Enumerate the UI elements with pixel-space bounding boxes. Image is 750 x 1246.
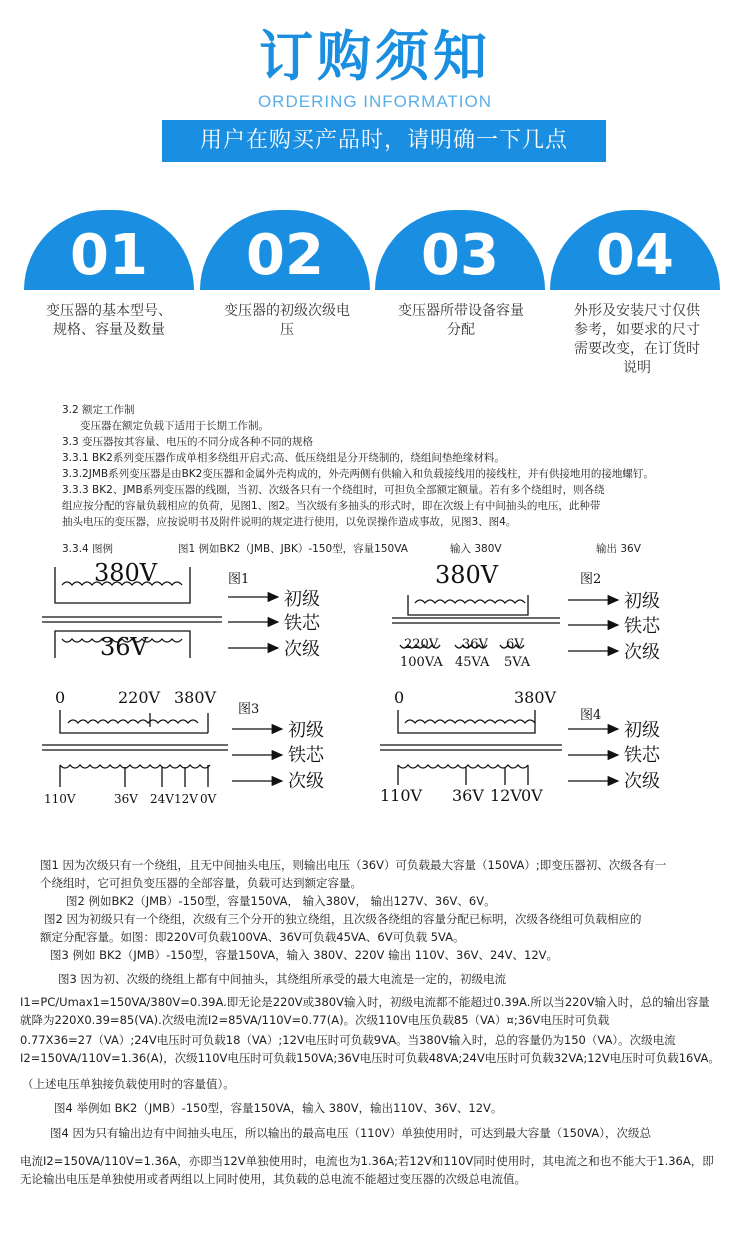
explanation-line: 图4 因为只有输出边有中间抽头电压，所以输出的最高电压（110V）单独使用时，可达到最大容量（150VA），次级总 <box>50 1126 651 1140</box>
explanation-line: 个绕组时，它可担负变压器的全部容量，负载可达到额定容量。 <box>40 876 362 890</box>
fig4-top-tap: 0 <box>394 688 405 707</box>
fig4-top-tap: 380V <box>514 688 557 707</box>
card-desc-01: 变压器的基本型号、规格、容量及数量 <box>46 303 172 338</box>
card-number: 04 <box>596 223 674 288</box>
fig1-secondary-voltage: 36V <box>100 633 148 661</box>
fig3-bottom-tap: 24V <box>150 792 174 806</box>
fig2-tap1-capacity: 100VA <box>400 655 443 670</box>
explanation-line: 图2 因为初级只有一个绕组，次级有三个分开的独立绕组，且次级各绕组的容量分配已标明，次级各绕组可负载相应的 <box>44 912 642 926</box>
fig1-primary-voltage: 380V <box>94 559 158 587</box>
spec-line: 3.3.3 BK2、JMB系列变压器的线圈，当初、次级各只有一个绕组时，可担负全部额定额量。若有多个绕组时，则各绕 <box>62 484 605 496</box>
explanation-line: 额定分配容量。如图：即220V可负载100VA、36V可负载45VA、6V可负载 5VA。 <box>40 930 465 944</box>
spec-line: 3.3 变压器按其容量、电压的不同分成各种不同的规格 <box>62 436 314 448</box>
card-04 <box>550 210 720 290</box>
fig3-bottom-tap: 0V <box>200 792 217 806</box>
fig4-primary-label: 初级 <box>624 720 660 741</box>
notice-banner: 用户在购买产品时，请明确一下几点 <box>162 120 606 162</box>
card-number: 02 <box>246 223 324 288</box>
fig3-top-tap: 380V <box>174 688 217 707</box>
fig2-tap2-voltage: 36V <box>462 637 488 652</box>
fig3-top-tap: 0 <box>55 688 66 707</box>
fig3-top-tap: 220V <box>118 688 161 707</box>
card-number: 03 <box>421 223 499 288</box>
card-01 <box>24 210 194 290</box>
diagram-caption-left: 3.3.4 图例 <box>62 543 114 555</box>
explanation-line: 图3 因为初、次级的绕组上都有中间抽头，其绕组所承受的最大电流是一定的，初级电流 <box>58 972 506 986</box>
spec-line: 组应按分配的容量负载相应的负荷，见图1、图2。当次级有多抽头的形式时，即在次级上有中间抽头的电压，此种带 <box>62 500 601 512</box>
explanation-line: 图2 例如BK2（JMB）-150型，容量150VA， 输入380V， 输出127V、36V、6V。 <box>66 894 496 908</box>
fig2-name: 图2 <box>580 572 602 587</box>
fig2-tap3-voltage: 6V <box>506 637 524 652</box>
spec-line: 变压器在额定负载下适用于长期工作制。 <box>80 420 269 432</box>
card-02 <box>200 210 370 290</box>
fig4-bottom-tap: 110V <box>380 786 423 805</box>
spec-line: 3.3.2JMB系列变压器是由BK2变压器和金属外壳构成的，外壳两侧有供输入和负载接线用的接线柱，并有供接地用的接地螺钉。 <box>62 468 654 480</box>
fig4-bottom-tap: 36V <box>452 786 484 805</box>
fig4-bottom-tap: 12V <box>490 786 522 805</box>
transformer-diagrams <box>0 555 750 810</box>
fig1-name: 图1 <box>228 572 250 587</box>
diagram-caption-mid: 图1 例如BK2（JMB、JBK）-150型，容量150VA <box>178 543 408 555</box>
card-desc-03: 变压器所带设备容量分配 <box>398 303 524 338</box>
fig2-core-label: 铁芯 <box>624 616 660 637</box>
spec-line: 3.3.1 BK2系列变压器作成单相多绕组开启式;高、低压绕组是分开绕制的，绕组间垫绝缘材料。 <box>62 452 505 464</box>
card-desc-02: 变压器的初级次级电压 <box>224 303 350 338</box>
card-number: 01 <box>70 223 148 288</box>
fig4-bottom-tap: 0V <box>521 786 543 805</box>
fig2-tap2-capacity: 45VA <box>455 655 490 670</box>
fig2-tap3-capacity: 5VA <box>504 655 531 670</box>
explanation-line: 图4 举例如 BK2（JMB）-150型，容量150VA，输入 380V，输出110V、36V、12V。 <box>54 1101 503 1115</box>
fig1-core-label: 铁芯 <box>284 613 320 634</box>
fig2-primary-voltage: 380V <box>435 561 499 589</box>
explanation-line: （上述电压单独接负载使用时的容量值）。 <box>22 1077 235 1091</box>
explanation-line: 电流I2=150VA/110V=1.36A，亦即当12V单独使用时，电流也为1.36A;若12V和110V同时使用时，其电流之和也不能大于1.36A，即 <box>20 1154 714 1168</box>
explanation-line: 就降为220X0.39=85(VA).次级电流I2=85VA/110V=0.77(A)。次级110V电压负载85（VA）¤;36V电压时可负载 <box>20 1013 610 1027</box>
fig2-tap1-voltage: 220V <box>404 637 439 652</box>
explanation-line: 无论输出电压是单独使用或者两组以上同时使用，其负载的总电流不能超过变压器的次级总电流值。 <box>20 1172 526 1186</box>
page-subtitle: ORDERING INFORMATION <box>257 92 493 111</box>
explanation-line: 0.77X36=27（VA）;24V电压时可负载18（VA）;12V电压时可负载9VA。当380V输入时，总的容量仍为150（VA）。次级电流 <box>20 1033 676 1047</box>
fig4-core-label: 铁芯 <box>624 745 660 766</box>
explanation-line: 图3 例如 BK2（JMB）-150型，容量150VA，输入 380V、220V 输出 110V、36V、24V、12V。 <box>50 948 559 962</box>
diagram-caption-input: 输入 380V <box>450 543 502 555</box>
fig3-name: 图3 <box>238 702 260 717</box>
fig2-secondary-label: 次级 <box>624 642 660 663</box>
fig3-bottom-tap: 110V <box>44 792 76 806</box>
explanation-line: 图1 因为次级只有一个绕组，且无中间抽头电压，则输出电压（36V）可负载最大容量（150VA）;即变压器初、次级各有一 <box>40 858 667 872</box>
fig3-bottom-tap: 12V <box>174 792 198 806</box>
fig4-name: 图4 <box>580 708 602 723</box>
fig3-primary-label: 初级 <box>288 720 324 741</box>
fig1-primary-label: 初级 <box>284 589 320 610</box>
fig3-core-label: 铁芯 <box>288 745 324 766</box>
explanation-line: I2=150VA/110V=1.36(A)，次级110V电压时可负载150VA;36V电压时可负载48VA;24V电压时可负载32VA;12V电压时可负载16VA。 <box>20 1051 720 1065</box>
card-desc-04: 外形及安装尺寸仅供参考，如要求的尺寸需要改变，在订货时说明 <box>574 303 700 376</box>
card-03 <box>375 210 545 290</box>
spec-line: 抽头电压的变压器，应按说明书及附件说明的规定进行使用，以免误操作造成事故，见图3、图4。 <box>62 516 517 528</box>
page-title: 订购须知 <box>259 25 491 88</box>
fig4-secondary-label: 次级 <box>624 771 660 792</box>
fig1-secondary-label: 次级 <box>284 639 320 660</box>
explanation-line: I1=PC/Umax1=150VA/380V=0.39A.即无论是220V或380V输入时，初级电流都不能超过0.39A.所以当220V输入时，总的输出容量 <box>20 995 710 1009</box>
fig2-primary-label: 初级 <box>624 591 660 612</box>
spec-line: 3.2 额定工作制 <box>62 404 135 416</box>
fig3-bottom-tap: 36V <box>114 792 138 806</box>
diagram-caption-output: 输出 36V <box>596 543 641 555</box>
fig3-secondary-label: 次级 <box>288 771 324 792</box>
